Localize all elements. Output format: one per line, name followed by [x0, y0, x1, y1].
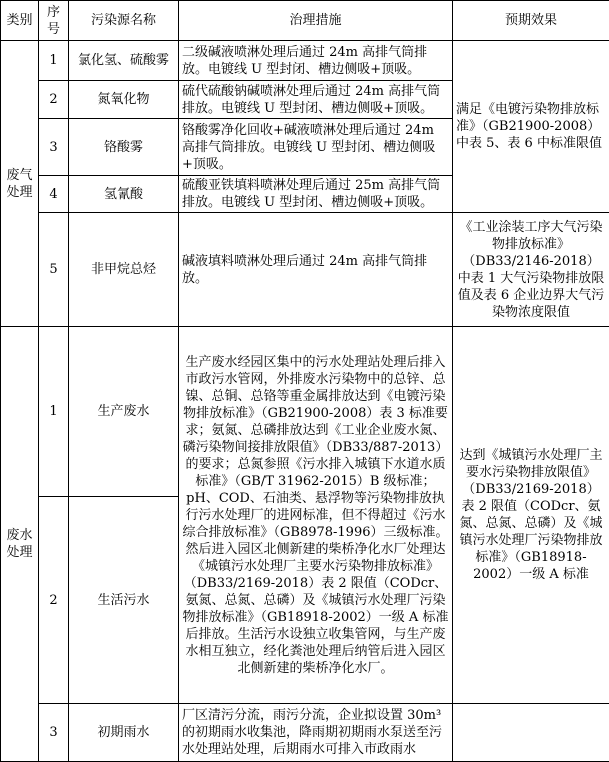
header-measures: 治理措施 [179, 1, 453, 41]
seq-cell: 3 [39, 704, 69, 762]
header-seq: 序号 [39, 1, 69, 41]
measures-cell: 硫酸亚铁填料喷淋处理后通过 25m 高排气筒排放。电镀线 U 型封闭、槽边侧吸+顶吸。 [179, 176, 453, 213]
seq-cell: 4 [39, 176, 69, 213]
header-effect: 预期效果 [453, 1, 609, 41]
measures-cell: 二级碱液喷淋处理后通过 24m 高排气筒排放。电镀线 U 型封闭、槽边侧吸+顶吸。 [179, 41, 453, 81]
measures-cell: 碱液填料喷淋处理后通过 24m 高排气筒排放。 [179, 213, 453, 327]
source-cell: 生产废水 [69, 327, 179, 497]
source-cell: 生活污水 [69, 497, 179, 704]
table-header-row [1, 1, 609, 41]
seq-cell: 3 [39, 119, 69, 176]
source-cell: 铬酸雾 [69, 119, 179, 176]
seq-cell: 5 [39, 213, 69, 327]
table-row [1, 704, 609, 762]
source-cell: 氮氧化物 [69, 81, 179, 119]
table-row [1, 327, 609, 497]
seq-cell: 2 [39, 497, 69, 704]
effect-cell-empty [453, 704, 609, 762]
measures-cell: 硫代硫酸钠碱喷淋处理后通过 24m 高排气筒排放。电镀线 U 型封闭、槽边侧吸+顶吸。 [179, 81, 453, 119]
seq-cell: 1 [39, 327, 69, 497]
source-cell: 氢氰酸 [69, 176, 179, 213]
header-source: 污染源名称 [69, 1, 179, 41]
effect-cell: 达到《城镇污水处理厂主要水污染物排放限值》（DB33/2169-2018）表 2 限值（CODcr、氨氮、总氮、总磷）及《城镇污水处理厂污染物排放标准》（GB18918-2002）一级 A 标准 [453, 327, 609, 704]
table-row [1, 41, 609, 81]
category-waste-gas: 废气处理 [1, 41, 39, 327]
source-cell: 非甲烷总烃 [69, 213, 179, 327]
seq-cell: 2 [39, 81, 69, 119]
header-category: 类别 [1, 1, 39, 41]
measures-cell: 厂区清污分流，雨污分流，企业拟设置 30m³ 的初期雨水收集池，降雨期初期雨水泵送至污水处理站处理，后期雨水可排入市政雨水 [179, 704, 453, 762]
measures-cell: 铬酸雾净化回收+碱液喷淋处理后通过 24m 高排气筒排放。电镀线 U 型封闭、槽边侧吸+顶吸。 [179, 119, 453, 176]
category-waste-water: 废水处理 [1, 327, 39, 762]
source-cell: 初期雨水 [69, 704, 179, 762]
seq-cell: 1 [39, 41, 69, 81]
table-row [1, 213, 609, 327]
effect-cell: 满足《电镀污染物排放标准》（GB21900-2008）中表 5、表 6 中标准限值 [453, 41, 609, 213]
source-cell: 氯化氢、硫酸雾 [69, 41, 179, 81]
effect-cell: 《工业涂装工序大气污染物排放标准》（DB33/2146-2018）中表 1 大气污染物排放限值及表 6 企业边界大气污染物浓度限值 [453, 213, 609, 327]
measures-cell: 生产废水经园区集中的污水处理站处理后排入市政污水管网，外排废水污染物中的总锌、总镍、总铜、总铬等重金属排放达到《电镀污染物排放标准》（GB21900-2008）表 3 标准要求；氨氮、总磷排放达到《工业企业废水氮、磷污染物间接排放限值》（DB33/887-2013）的要求；总氮参照《污水排入城镇下水道水质标准》（GB/T 31962-2015）B 级标准；pH、COD、石油类、悬浮物等污染物排放执行污水处理厂的进网标准，但不得超过《污水综合排放标准》（GB8978-1996）三级标准。然后进入园区北侧新建的柴桥净化水厂处理达《城镇污水处理厂主要水污染物排放标准》（DB33/2169-2018）表 2 限值（CODcr、氨氮、总氮、总磷）及《城镇污水处理厂污染物排放标准》（GB18918-2002）一级 A 标准后排放。生活污水设独立收集管网，与生产废水相互独立，经化粪池处理后纳管后进入园区北侧新建的柴桥净化水厂。 [179, 327, 453, 704]
